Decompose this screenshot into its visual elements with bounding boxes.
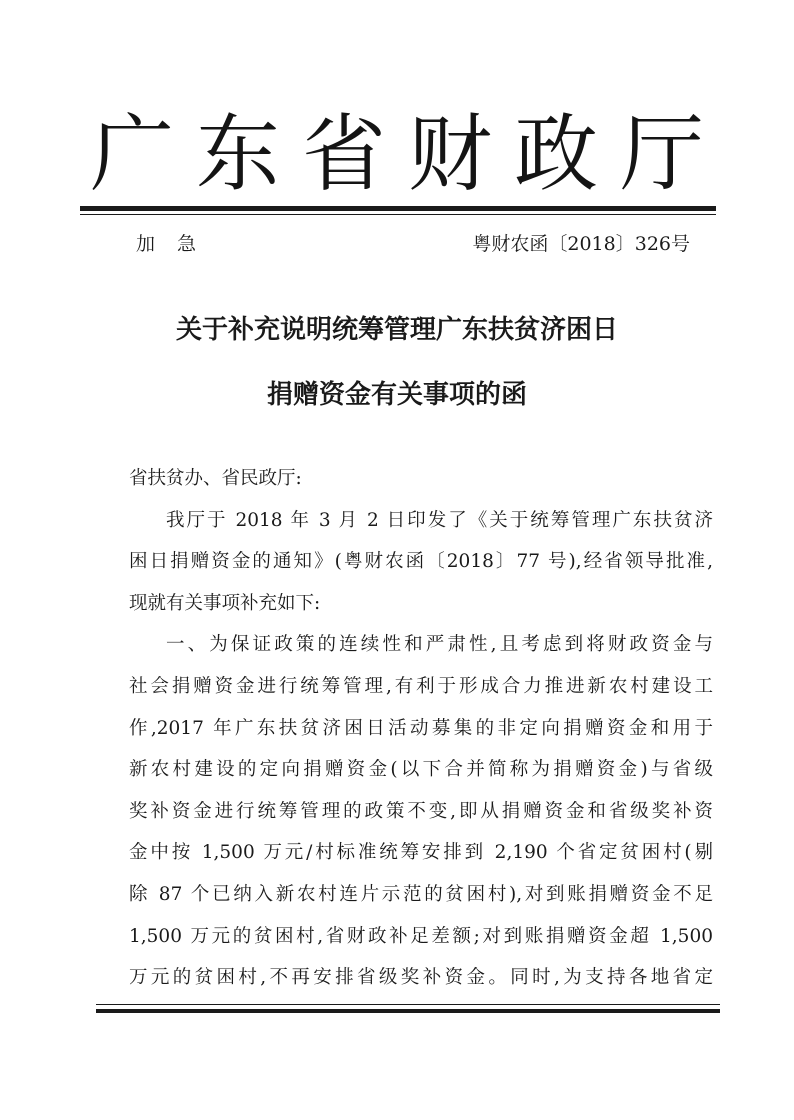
document-body bbox=[129, 458, 713, 999]
issuer-masthead: 广东省财政厅 bbox=[89, 105, 726, 203]
body-line: 金中按 1,500 万元/村标准统筹安排到 2,190 个省定贫困村(剔 bbox=[129, 842, 713, 864]
body-line: 万元的贫困村,不再安排省级奖补资金。同时,为支持各地省定 bbox=[129, 967, 713, 989]
body-line: 1,500 万元的贫困村,省财政补足差额;对到账捐赠资金超 1,500 bbox=[129, 925, 713, 947]
footer-rule-thin bbox=[96, 1004, 720, 1005]
body-line: 社会捐赠资金进行统筹管理,有利于形成合力推进新农村建设工 bbox=[129, 675, 713, 697]
body-line: 现就有关事项补充如下: bbox=[129, 592, 321, 614]
body-line: 作,2017 年广东扶贫济困日活动募集的非定向捐赠资金和用于 bbox=[129, 717, 713, 739]
body-line: 奖补资金进行统筹管理的政策不变,即从捐赠资金和省级奖补资 bbox=[129, 800, 713, 822]
addressee-line: 省扶贫办、省民政厅: bbox=[129, 468, 302, 489]
header-rule-thin bbox=[80, 214, 716, 215]
document-title-line-2: 捐赠资金有关事项的函 bbox=[266, 380, 527, 410]
body-line: 新农村建设的定向捐赠资金(以下合并简称为捐赠资金)与省级 bbox=[129, 759, 713, 781]
footer-rule-thick bbox=[96, 1009, 720, 1013]
header-rule-thick bbox=[80, 206, 716, 211]
urgency-label: 加急 bbox=[136, 233, 219, 255]
body-line: 一、为保证政策的连续性和严肃性,且考虑到将财政资金与 bbox=[166, 634, 713, 656]
body-line: 除 87 个已纳入新农村连片示范的贫困村),对到账捐赠资金不足 bbox=[129, 883, 713, 905]
document-number: 粤财农函〔2018〕326号 bbox=[472, 233, 690, 255]
document-title-line-1: 关于补充说明统筹管理广东扶贫济困日 bbox=[175, 315, 618, 345]
body-line: 我厅于 2018 年 3 月 2 日印发了《关于统筹管理广东扶贫济 bbox=[166, 509, 713, 531]
body-line: 困日捐赠资金的通知》(粤财农函〔2018〕77 号),经省领导批准, bbox=[129, 551, 713, 573]
